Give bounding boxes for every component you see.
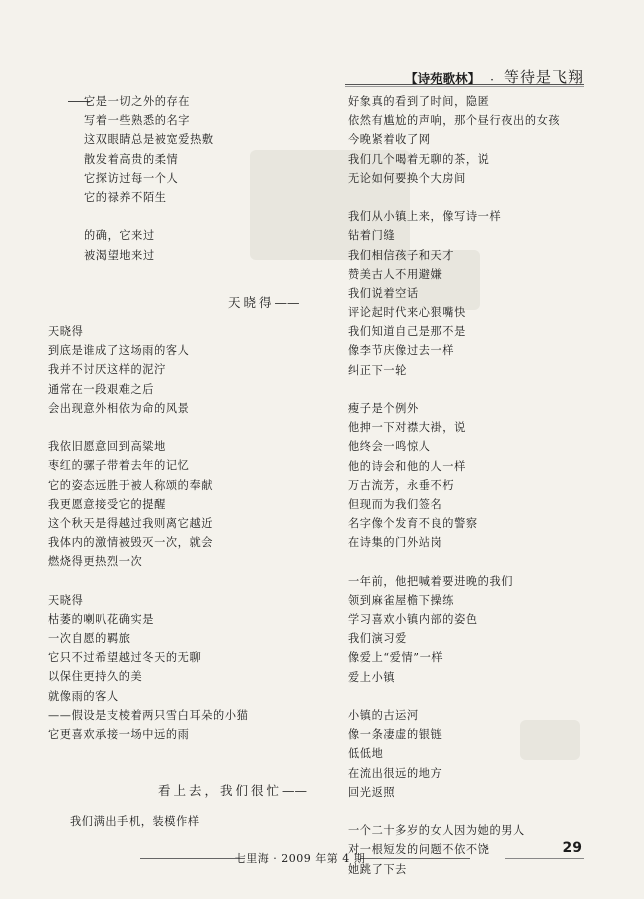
left-column-lower [48, 322, 318, 744]
poem-line: 赞美古人不用避嫌 [348, 267, 443, 281]
poem-line: 燃烧得更热烈一次 [48, 555, 143, 569]
stanza-break [348, 802, 598, 821]
left-column [48, 92, 318, 265]
poem-line: 在诗集的门外站岗 [348, 536, 443, 550]
poem-line: ——假设是支棱着两只雪白耳朵的小猫 [48, 708, 249, 722]
poem-line: 以保住更持久的美 [48, 670, 143, 684]
poem-line: 钻着门缝 [348, 229, 396, 243]
poem-line: 的确，它来过 [84, 229, 155, 243]
poem-line: 一次自愿的羁旅 [48, 632, 131, 645]
stanza-break [48, 418, 318, 437]
poem-line: 名字像个发育不良的警察 [348, 517, 478, 531]
poem-body [48, 322, 318, 744]
stanza-break [84, 207, 318, 226]
poem-line: 但现而为我们签名 [348, 497, 443, 511]
stanza-break [348, 687, 598, 706]
header-rule [345, 86, 584, 87]
poem-line: 今晚紧着收了网 [348, 133, 431, 147]
poem-line: 我们演习爱 [348, 632, 407, 646]
poem-line: 被渴望地来过 [84, 248, 155, 262]
stanza-break [348, 188, 598, 207]
poem-line: 会出现意外相依为命的风景 [48, 401, 190, 415]
poem-line: 写着一些熟悉的名字 [84, 114, 191, 128]
stanza-break [348, 553, 598, 572]
poem-line: 他抻一下对襟大褂，说 [348, 421, 466, 435]
poem-line: 它是一切之外的存在 [84, 95, 191, 108]
page-number: 29 [562, 840, 582, 856]
section-label: 【诗苑歌林】 [405, 71, 481, 86]
poem-line: 天晓得 [48, 325, 84, 338]
poem-title: 天晓得—— [228, 295, 300, 310]
poem-line: 它探访过每一个人 [84, 171, 179, 185]
stanza-break [348, 380, 598, 399]
poem-line: 万古流芳，永垂不朽 [348, 478, 455, 492]
poem-line: 回光返照 [348, 785, 396, 799]
poem-continuation [348, 92, 598, 879]
poem-line: 天晓得 [48, 593, 84, 607]
poem-line: 枣红的骡子带着去年的记忆 [48, 459, 190, 473]
poem-line: 无论如何要换个大房间 [348, 171, 466, 185]
poem-line: 学习喜欢小镇内部的姿色 [348, 613, 478, 627]
poem-line: 我们几个喝着无聊的茶，说 [348, 152, 490, 166]
stanza-break [48, 571, 318, 590]
publication-footer: 七里海 · 2009 年第 4 期 [234, 852, 366, 865]
poem-line: 我依旧愿意回到高粱地 [48, 440, 166, 454]
poem-line: 像一条凄虚的银链 [348, 728, 443, 742]
poem-line: 枯萎的喇叭花确实是 [48, 612, 155, 626]
poem-line: 我体内的激情被毁灭一次，就会 [48, 536, 214, 550]
poem-line: 我并不讨厌这样的泥泞 [48, 363, 166, 377]
poem-line: 她跳了下去 [348, 862, 407, 876]
footer-rule [505, 858, 584, 859]
poem-line: 爱上小镇 [348, 670, 396, 684]
poem-title: 看上去，我们很忙—— [158, 783, 308, 798]
header-separator: · [490, 73, 494, 87]
column-title: 等待是飞翔 [503, 68, 584, 86]
poem-line: 我们知道自己是那不是 [348, 325, 466, 339]
poem-title-text: 天晓得 [228, 295, 275, 310]
poem-line: 他的诗会和他的人一样 [348, 459, 466, 473]
poem-line: 它更喜欢承接一场中远的雨 [48, 727, 190, 741]
poem-line: 这个秋天是得越过我则离它越近 [48, 516, 214, 530]
poem-line: 它的禄养不陌生 [84, 190, 167, 204]
poem-body [70, 812, 340, 831]
poem-line: 低低地 [348, 747, 384, 761]
poem-line: 他终会一鸣惊人 [348, 440, 431, 454]
poem-line: 我更愿意接受它的提醒 [48, 497, 166, 511]
right-column [348, 92, 598, 879]
poem-line: 散发着高贵的柔情 [84, 152, 179, 166]
poem-line: 一年前，他把喊着要进晚的我们 [348, 574, 514, 588]
poem-line: 我们相信孩子和天才 [348, 248, 455, 262]
poem-line: 瘦子是个例外 [348, 402, 419, 415]
poem-line: 纠正下一轮 [348, 363, 407, 377]
header-rule [345, 84, 584, 85]
poem-line: 就像雨的客人 [48, 689, 119, 703]
poem-line: 依然有尴尬的声响，那个昼行夜出的女孩 [348, 114, 561, 128]
poem-title-text: 看上去，我们很忙 [158, 783, 283, 798]
poem-line: 对一根短发的问题不依不饶 [348, 843, 490, 857]
poem-line: 一个二十多岁的女人因为她的男人 [348, 824, 525, 838]
poem-line: 它的姿态远胜于被人称颂的奉献 [48, 478, 214, 492]
poem-line: 领到麻雀屋檐下操练 [348, 593, 455, 607]
poem-line: 这双眼睛总是被宽爱热敷 [84, 133, 214, 147]
poem-line: 小镇的古运河 [348, 709, 419, 722]
poem-continuation [48, 92, 318, 265]
poem-line: 像李节庆像过去一样 [348, 344, 455, 358]
poem-line: 评论起时代来心狠嘴快 [348, 306, 466, 320]
poem-line: 好象真的看到了时间，隐匿 [348, 95, 490, 108]
poem-line: 我们从小镇上来，像写诗一样 [348, 210, 502, 224]
poem-line: 在流出很远的地方 [348, 766, 443, 780]
poem-line: 通常在一段艰难之后 [48, 382, 155, 396]
left-column-end [70, 812, 340, 831]
poem-line: 到底是谁成了这场雨的客人 [48, 344, 190, 358]
poem-line: 它只不过希望越过冬天的无聊 [48, 651, 202, 665]
poem-line: 我们满出手机，装模作样 [70, 815, 200, 828]
poem-line: 像爱上“爱情”一样 [348, 651, 444, 665]
poem-line: 我们说着空话 [348, 286, 419, 300]
